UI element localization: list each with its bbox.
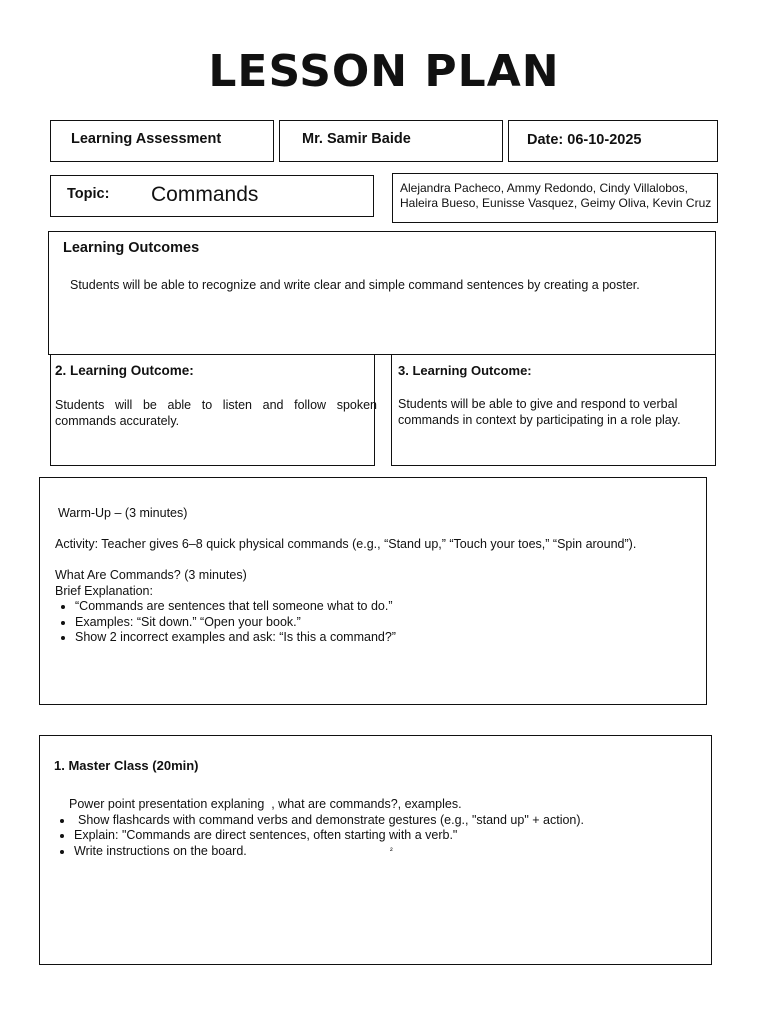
what-are-commands-title: What Are Commands? (3 minutes) (55, 568, 247, 582)
warmup-activity: Activity: Teacher gives 6–8 quick physical commands (e.g., “Stand up,” “Touch your toes,” “Spin around”). (55, 537, 637, 551)
subject-label: Learning Assessment (71, 131, 222, 147)
warmup-bullet-list (55, 599, 700, 646)
spacer (55, 522, 700, 538)
list-item: • “Commands are sentences that tell someone what to do.” (75, 599, 700, 615)
warmup-box (39, 477, 707, 705)
list-item-text: Show flashcards with command verbs and demonstrate gestures (e.g., "stand up" + action). (78, 812, 585, 827)
date-box (508, 120, 718, 162)
teacher-name: Mr. Samir Baide (302, 131, 411, 147)
warmup-content (55, 506, 700, 646)
outcome2-box (50, 354, 375, 466)
list-item: • Write instructions on the board. (74, 844, 704, 860)
outcome1-heading: Learning Outcomes (63, 240, 200, 256)
spacer (55, 553, 700, 569)
topic-label: Topic: (67, 186, 110, 202)
master-class-heading: 1. Master Class (20min) (54, 758, 199, 773)
outcome1-text: Students will be able to recognize and write clear and simple command sentences by creating a poster. (70, 278, 640, 292)
outcome3-text: Students will be able to give and respond to verbal commands in context by participating in a role play. (398, 397, 681, 427)
list-item: • Show 2 incorrect examples and ask: “Is this a command?” (75, 630, 700, 646)
teacher-box (279, 120, 503, 162)
outcome2-text: Students will be able to listen and follow spoken commands accurately. (55, 398, 377, 428)
master-class-content (54, 797, 704, 859)
master-class-intro: Power point presentation explaning , what are commands?, examples. (69, 797, 462, 811)
list-item (74, 813, 704, 829)
outcome3-heading: 3. Learning Outcome: (398, 363, 532, 378)
page-title: LESSON PLAN (208, 46, 560, 97)
brief-explanation-label: Brief Explanation: (55, 583, 153, 598)
outcome2-heading: 2. Learning Outcome: (55, 363, 194, 378)
outcome3-box (391, 354, 716, 466)
list-item: • Explain: "Commands are direct sentences, often starting with a verb." (74, 828, 704, 844)
list-item: • Examples: “Sit down.” “Open your book.” (75, 615, 700, 631)
topic-box (50, 175, 374, 217)
outcome1-box (48, 231, 716, 355)
stray-mark: ² (390, 846, 393, 855)
warmup-title: Warm-Up – (3 minutes) (58, 506, 188, 520)
subject-box (50, 120, 274, 162)
master-class-bullet-list (54, 813, 704, 860)
topic-value: Commands (151, 183, 259, 206)
date-value: Date: 06-10-2025 (527, 132, 642, 148)
students-box (392, 173, 718, 223)
students-list: Alejandra Pacheco, Ammy Redondo, Cindy Villalobos, Haleira Bueso, Eunisse Vasquez, Geimy Oliva, Kevin Cruz (400, 181, 712, 210)
master-class-box (39, 735, 712, 965)
